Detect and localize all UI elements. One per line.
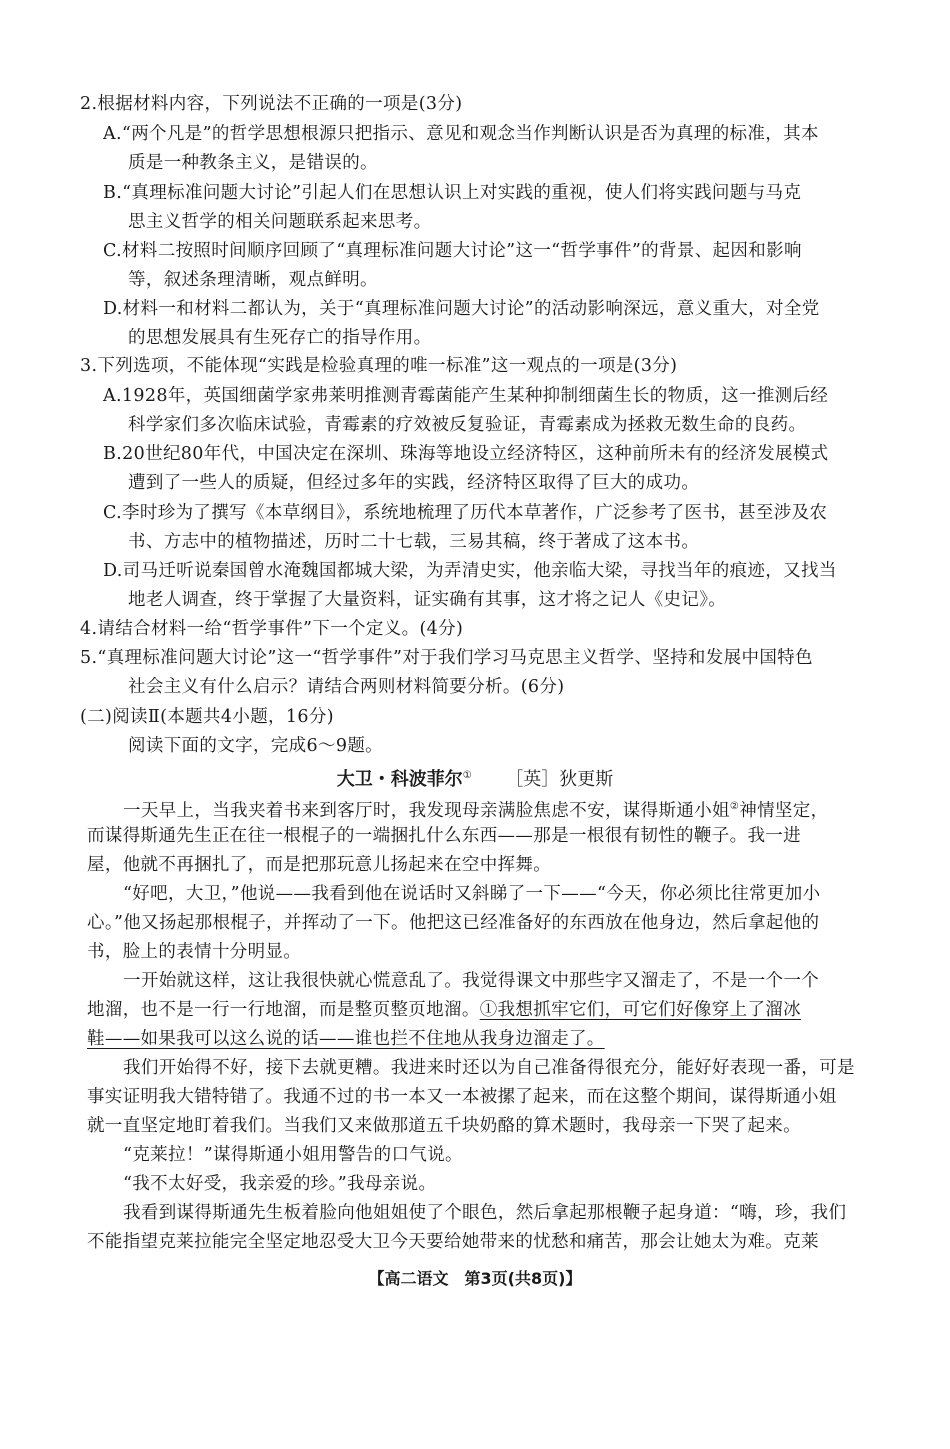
story-p4-line2: 事实证明我大错特错了。我通不过的书一本又一本被摞了起来，而在这整个期间，谋得斯通小姐: [87, 1087, 837, 1107]
q3-option-c-line1: C.李时珍为了撰写《本草纲目》，系统地梳理了历代本草著作，广泛参考了医书，甚至涉及农: [103, 503, 828, 523]
story-p4-line3: 就一直坚定地盯着我们。当我们又来做那道五千块奶酪的算术题时，我母亲一下哭了起来。: [87, 1116, 801, 1136]
q2-option-a-line2: 质是一种教条主义，是错误的。: [128, 153, 378, 173]
q3-option-d-line1: D.司马迁听说秦国曾水淹魏国都城大梁，为弄清史实，他亲临大梁，寻找当年的痕迹，又找当: [103, 561, 837, 581]
q3-option-d-line2: 地老人调查，终于掌握了大量资料，证实确有其事，这才将之记人《史记》。: [128, 590, 727, 610]
story-p6: “我不太好受，我亲爱的珍。”我母亲说。: [123, 1174, 437, 1194]
question-5-line1: 5.“真理标准问题大讨论”这一“哲学事件”对于我们学习马克思主义哲学、坚持和发展中国特色: [80, 648, 813, 668]
question-4: 4.请结合材料一给“哲学事件”下一个定义。(4分): [80, 619, 464, 639]
story-p2-line2: 心。”他又扬起那根棍子，并挥动了一下。他把这已经准备好的东西放在他身边，然后拿起他的: [87, 913, 820, 933]
story-p3-line3: [87, 1027, 605, 1051]
story-p7-line1: 我看到谋得斯通先生板着脸向他姐姐使了个眼色，然后拿起那根鞭子起身道：“嗨，珍，我们: [123, 1203, 847, 1223]
footnote-marker-2: ②: [729, 801, 740, 812]
q3-option-b-line2: 遭到了一些人的质疑，但经过多年的实践，经济特区取得了巨大的成功。: [128, 473, 700, 493]
q2-option-a-line1: A.“两个凡是”的哲学思想根源只把指示、意见和观念当作判断认识是否为真理的标准，其本: [103, 124, 819, 144]
story-author: ［英］狄更斯: [505, 769, 614, 790]
q3-option-c-line2: 书、方志中的植物描述，历时二十七载，三易其稿，终于著成了这本书。: [128, 532, 700, 552]
q3-option-a-line1: A.1928年，英国细菌学家弗莱明推测青霉菌能产生某种抑制细菌生长的物质，这一推测后经: [103, 386, 829, 406]
q3-option-b-line1: B.20世纪80年代，中国决定在深圳、珠海等地设立经济特区，这种前所未有的经济发展模式: [103, 444, 829, 464]
section-2-instruction: 阅读下面的文字，完成6～9题。: [128, 736, 384, 756]
question-3-stem: 3.下列选项，不能体现“实践是检验真理的唯一标准”这一观点的一项是(3分): [80, 356, 678, 376]
question-2-stem: 2.根据材料内容，下列说法不正确的一项是(3分): [80, 94, 463, 114]
story-title-text: 大卫・科波菲尔: [336, 769, 463, 790]
story-p4-line1: 我们开始得不好，接下去就更糟。我进来时还以为自己准备得很充分，能好好表现一番，可是: [123, 1058, 855, 1078]
question-5-line2: 社会主义有什么启示？请结合两则材料简要分析。(6分): [128, 677, 565, 697]
story-p3-line1: 一开始就这样，这让我很快就心慌意乱了。我觉得课文中那些字又溜走了，不是一个一个: [123, 971, 820, 991]
story-p1-text-b: 神情坚定，: [739, 800, 829, 821]
underlined-sentence-1-cont: 鞋——如果我可以这么说的话——谁也拦不住地从我身边溜走了。: [87, 1029, 605, 1049]
q2-option-d-line2: 的思想发展具有生死存亡的指导作用。: [128, 328, 432, 348]
story-title: [0, 764, 950, 792]
story-p5: “克莱拉！”谋得斯通小姐用警告的口气说。: [123, 1145, 463, 1165]
title-footnote-marker: ①: [462, 770, 472, 781]
story-p1-text-a: 一天早上，当我夹着书来到客厅时，我发现母亲满脸焦虑不安，谋得斯通小姐: [123, 800, 730, 821]
underlined-sentence-1: ①我想抓牢它们，可它们好像穿上了溜冰: [479, 1000, 802, 1020]
q3-option-a-line2: 科学家们多次临床试验，青霉素的疗效被反复验证，青霉素成为拯救无数生命的良药。: [128, 415, 807, 435]
story-p1-line2: 而谋得斯通先生正在往一根棍子的一端捆扎什么东西——那是一根很有韧性的鞭子。我一进: [87, 826, 801, 846]
story-p2-line3: 书，脸上的表情十分明显。: [87, 942, 302, 962]
story-p3-text: 地溜，也不是一行一行地溜，而是整页整页地溜。: [87, 1000, 480, 1020]
story-p1-line1: [123, 795, 828, 823]
page-footer: 【高二语文 第3页(共8页)】: [368, 1269, 582, 1288]
story-p3-line2: [87, 998, 801, 1022]
q2-option-c-line2: 等，叙述条理清晰，观点鲜明。: [128, 270, 378, 290]
section-2-heading: (二)阅读Ⅱ(本题共4小题，16分): [80, 707, 334, 727]
q2-option-b-line1: B.“真理标准问题大讨论”引起人们在思想认识上对实践的重视，使人们将实践问题与马克: [103, 183, 802, 203]
story-p1-line3: 屋，他就不再捆扎了，而是把那玩意儿扬起来在空中挥舞。: [87, 855, 552, 875]
story-p2-line1: “好吧，大卫，”他说——我看到他在说话时又斜睇了一下——“今天，你必须比往常更加小: [123, 884, 821, 904]
q2-option-d-line1: D.材料一和材料二都认为，关于“真理标准问题大讨论”的活动影响深远，意义重大，对全党: [103, 299, 820, 319]
story-p7-line2: 不能指望克莱拉能完全坚定地忍受大卫今天要给她带来的忧愁和痛苦，那会让她太为难。克莱: [87, 1232, 819, 1252]
q2-option-c-line1: C.材料二按照时间顺序回顾了“真理标准问题大讨论”这一“哲学事件”的背景、起因和影响: [103, 241, 802, 261]
q2-option-b-line2: 思主义哲学的相关问题联系起来思考。: [128, 212, 432, 232]
